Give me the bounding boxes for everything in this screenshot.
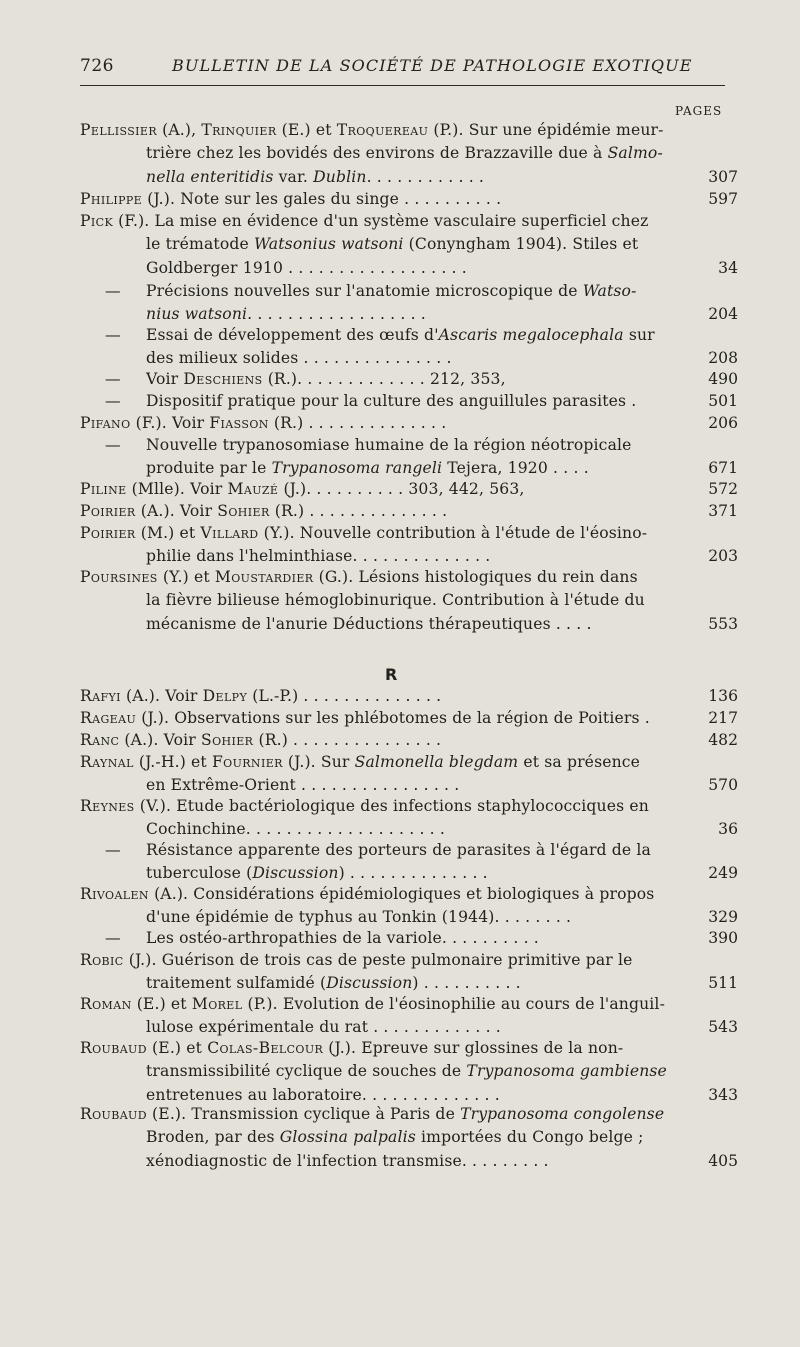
entry-line: Précisions nouvelles sur l'anatomie microscopique de Watso- (146, 282, 637, 300)
entry-line: Essai de développement des œufs d'Ascaris megalocephala sur (146, 326, 655, 344)
entry-line: philie dans l'helminthiase. . . . . . . . . . . . . . (146, 547, 491, 566)
entry-line: Pifano (F.). Voir Fiasson (R.) . . . . . . . . . . . . . . (80, 414, 447, 432)
entry-line: Roubaud (E.). Transmission cyclique à Paris de Trypanosoma congolense (80, 1105, 665, 1123)
entry-line: tuberculose (Discussion) . . . . . . . . . . . . . . (146, 864, 488, 883)
entry-line: Poursines (Y.) et Moustardier (G.). Lésions histologiques du rein dans (80, 568, 638, 586)
entry-line: Broden, par des Glossina palpalis importées du Congo belge ; (146, 1128, 644, 1147)
running-title: BULLETIN DE LA SOCIÉTÉ DE PATHOLOGIE EXOTIQUE (172, 56, 693, 75)
page-reference: 204 (708, 305, 738, 324)
page-reference: 597 (708, 190, 738, 208)
entry-line: traitement sulfamidé (Discussion) . . . . . . . . . . (146, 974, 521, 993)
entry-line: des milieux solides . . . . . . . . . . . . . . . (146, 349, 452, 368)
entry-line: d'une épidémie de typhus au Tonkin (1944). . . . . . . . (146, 908, 572, 927)
repeat-dash: — (105, 326, 121, 344)
entry-line: Piline (Mlle). Voir Mauzé (J.). . . . . . . . . . 303, 442, 563, (80, 480, 525, 498)
entry-line: lulose expérimentale du rat . . . . . . . . . . . . . (146, 1018, 501, 1037)
entry-line: la fièvre bilieuse hémoglobinurique. Contribution à l'étude du (146, 591, 645, 610)
entry-line: Roman (E.) et Morel (P.). Evolution de l'éosinophilie au cours de l'anguil- (80, 995, 665, 1013)
page-reference: 307 (708, 167, 738, 186)
entry-line: le trématode Watsonius watsoni (Conyngham 1904). Stiles et (146, 235, 639, 254)
entry-line: Les ostéo-arthropathies de la variole. . . . . . . . . . (146, 929, 539, 947)
page-reference: 217 (708, 709, 738, 727)
entry-line: nius watsoni. . . . . . . . . . . . . . . . . . (146, 305, 426, 324)
page-reference: 343 (708, 1085, 738, 1104)
page-number: 726 (80, 56, 114, 76)
entry-line: Raynal (J.-H.) et Fournier (J.). Sur Salmonella blegdam et sa présence (80, 753, 641, 771)
pages-column-label: PAGES (675, 104, 723, 118)
page-reference: 329 (708, 908, 738, 927)
entry-line: Rivoalen (A.). Considérations épidémiologiques et biologiques à propos (80, 885, 655, 903)
repeat-dash: — (105, 929, 121, 947)
page-reference: 570 (708, 776, 738, 795)
entry-line: Reynes (V.). Etude bactériologique des infections staphylococciques en (80, 797, 649, 815)
entry-line: Voir Deschiens (R.). . . . . . . . . . . . . 212, 353, (146, 370, 506, 388)
entry-line: Poirier (A.). Voir Sohier (R.) . . . . . . . . . . . . . . (80, 502, 448, 520)
repeat-dash: — (105, 370, 121, 388)
entry-line: Poirier (M.) et Villard (Y.). Nouvelle contribution à l'étude de l'éosino- (80, 524, 648, 542)
repeat-dash: — (105, 436, 121, 454)
entry-line: Pick (F.). La mise en évidence d'un système vasculaire superficiel chez (80, 212, 649, 230)
entry-line: Cochinchine. . . . . . . . . . . . . . . . . . . . (146, 820, 445, 839)
entry-line: Robic (J.). Guérison de trois cas de peste pulmonaire primitive par le (80, 951, 633, 969)
repeat-dash: — (105, 841, 121, 859)
entry-line: entretenues au laboratoire. . . . . . . . . . . . . . (146, 1085, 500, 1104)
entry-line: trière chez les bovidés des environs de Brazzaville due à Salmo- (146, 144, 663, 163)
entry-line: Pellissier (A.), Trinquier (E.) et Troquereau (P.). Sur une épidémie meur- (80, 121, 664, 139)
page-reference: 136 (708, 687, 738, 705)
entry-line: Rageau (J.). Observations sur les phlébotomes de la région de Poitiers . (80, 709, 650, 727)
page-reference: 543 (708, 1018, 738, 1037)
page-reference: 206 (708, 414, 738, 432)
page-reference: 572 (708, 480, 738, 498)
page-reference: 511 (708, 974, 738, 993)
repeat-dash: — (105, 282, 121, 300)
entry-line: xénodiagnostic de l'infection transmise. . . . . . . . . (146, 1151, 549, 1170)
entry-line: Ranc (A.). Voir Sohier (R.) . . . . . . . . . . . . . . . (80, 731, 442, 749)
entry-line: en Extrême-Orient . . . . . . . . . . . . . . . . (146, 776, 460, 795)
page-reference: 490 (708, 370, 738, 388)
entry-line: Nouvelle trypanosomiase humaine de la région néotropicale (146, 436, 632, 454)
page-reference: 671 (708, 459, 738, 478)
entry-line: Résistance apparente des porteurs de parasites à l'égard de la (146, 841, 651, 859)
page-reference: 203 (708, 547, 738, 566)
page-reference: 371 (708, 502, 738, 520)
page-reference: 501 (708, 392, 738, 410)
page-reference: 249 (708, 864, 738, 883)
section-letter: R (385, 665, 398, 684)
page-reference: 553 (708, 614, 738, 633)
page-reference: 390 (708, 929, 738, 947)
repeat-dash: — (105, 392, 121, 410)
entry-line: nella enteritidis var. Dublin. . . . . . . . . . . . (146, 167, 485, 186)
entry-line: Dispositif pratique pour la culture des anguillules parasites . (146, 392, 637, 410)
page-reference: 405 (708, 1151, 738, 1170)
page-reference: 34 (718, 258, 738, 277)
entry-line: Goldberger 1910 . . . . . . . . . . . . . . . . . . (146, 258, 467, 277)
entry-line: Roubaud (E.) et Colas-Belcour (J.). Epreuve sur glossines de la non- (80, 1039, 624, 1057)
entry-line: transmissibilité cyclique de souches de Trypanosoma gambiense (146, 1062, 667, 1081)
entry-line: Philippe (J.). Note sur les gales du singe . . . . . . . . . . (80, 190, 502, 208)
page-reference: 482 (708, 731, 738, 749)
entry-line: mécanisme de l'anurie Déductions thérapeutiques . . . . (146, 614, 592, 633)
entry-line: produite par le Trypanosoma rangeli Tejera, 1920 . . . . (146, 459, 589, 478)
page-reference: 36 (718, 820, 738, 839)
entry-line: Rafyi (A.). Voir Delpy (L.-P.) . . . . . . . . . . . . . . (80, 687, 442, 705)
page-reference: 208 (708, 349, 738, 368)
